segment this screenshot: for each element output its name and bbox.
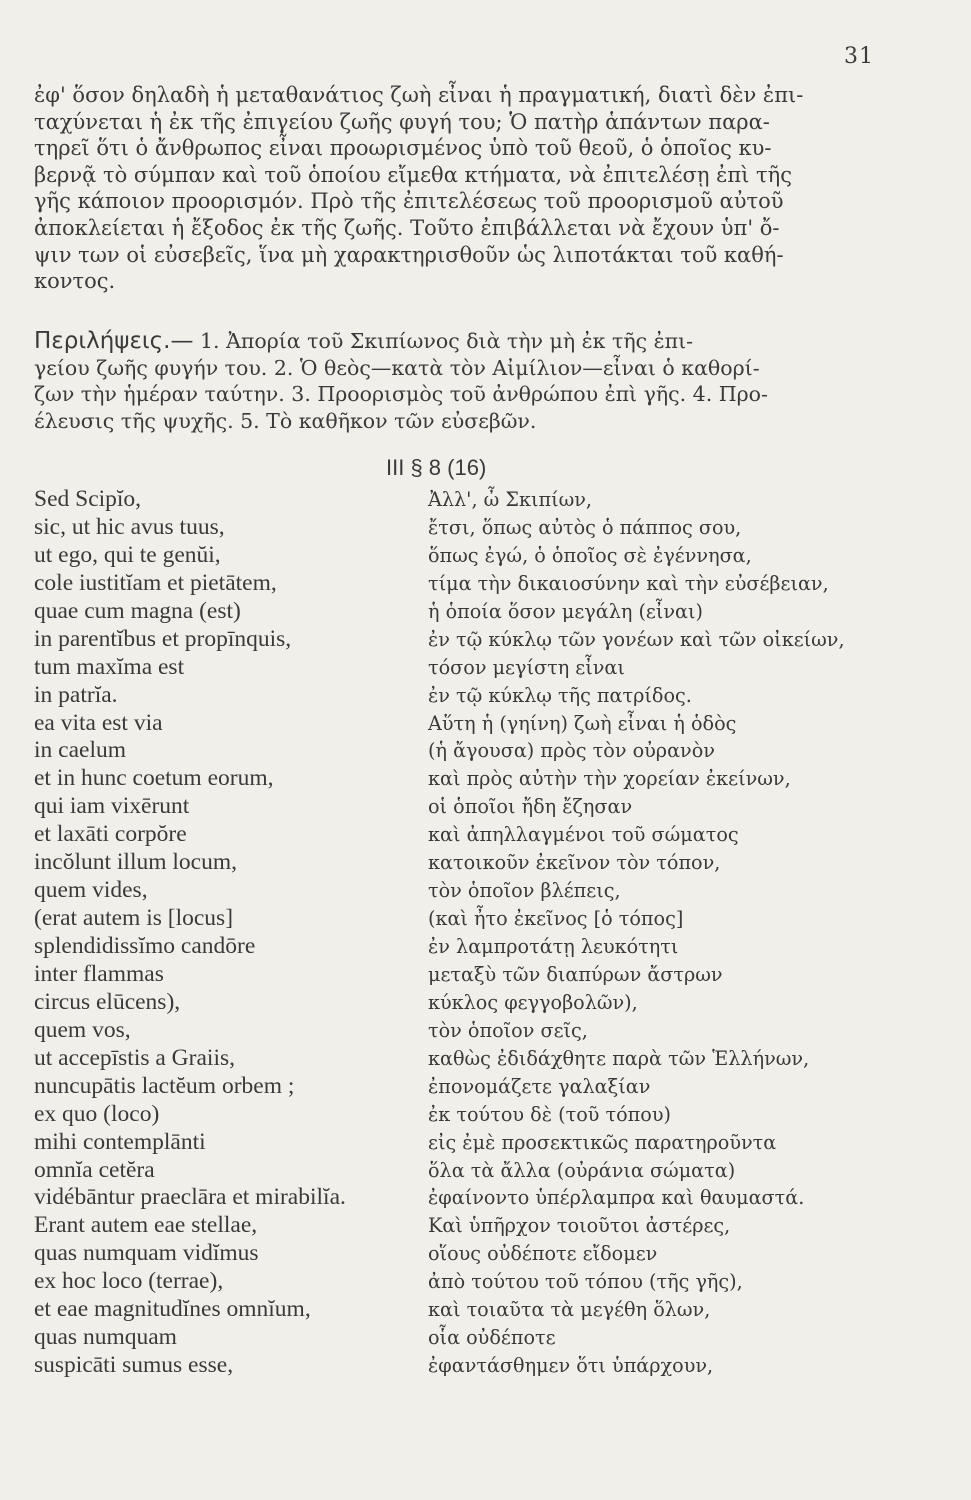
latin-line: cole iustitĭam et pietātem, [34, 569, 277, 596]
latin-line: in patrĭa. [34, 681, 118, 708]
prose-line: βερνᾷ τὸ σύμπαν καὶ τοῦ ὁποίου εἴμεθα κτήματα, νὰ ἐπιτελέσῃ ἐπὶ τῆς [34, 162, 793, 187]
prose-line: ἐφ' ὅσον δηλαδὴ ἡ μεταθανάτιος ζωὴ εἶναι ἡ πραγματική, διατὶ δὲν ἐπι- [34, 83, 804, 107]
latin-line: ut accepīstis a Graiis, [34, 1044, 235, 1071]
latin-line: quas numquam vidĭmus [34, 1240, 259, 1267]
page-number: 31 [844, 44, 874, 69]
greek-line: ὅπως ἐγώ, ὁ ὁποῖος σὲ ἐγέννησα, [428, 543, 752, 567]
greek-line: τὸν ὁποῖον βλέπεις, [428, 879, 621, 903]
summary-line: γείου ζωῆς φυγήν του. 2. Ὁ θεὸς—κατὰ τὸν Αἰμίλιον—εἶναι ὁ καθορί- [34, 355, 760, 380]
greek-line: οἷα οὐδέποτε [428, 1326, 556, 1350]
greek-line: κύκλος φεγγοβολῶν), [428, 990, 638, 1014]
latin-line: quas numquam [34, 1324, 177, 1351]
summary-label: Περιλήψεις.— [34, 328, 194, 354]
latin-line: ex quo (loco) [34, 1100, 160, 1127]
latin-line: ex hoc loco (terrae), [34, 1268, 224, 1295]
latin-line: nuncupātis lactĕum orbem ; [34, 1072, 295, 1099]
latin-line: ut ego, qui te genŭi, [34, 541, 221, 568]
latin-line: inter flammas [34, 960, 164, 987]
latin-line: quem vos, [34, 1016, 131, 1043]
latin-line: incŏlunt illum locum, [34, 849, 237, 876]
greek-line: ὅλα τὰ ἄλλα (οὐράνια σώματα) [428, 1158, 736, 1182]
greek-line: Αὕτη ἡ (γηίνη) ζωὴ εἶναι ἡ ὁδὸς [428, 711, 737, 735]
latin-line: omnĭa cetĕra [34, 1156, 155, 1183]
greek-line: ἐφαίνοντο ὑπέρλαμπρα καὶ θαυμαστά. [428, 1186, 805, 1210]
latin-line: Erant autem eae stellae, [34, 1212, 258, 1239]
commentary-paragraph [34, 82, 910, 295]
greek-line: ἡ ὁποία ὅσον μεγάλη (εἶναι) [428, 599, 704, 623]
greek-line: ἐν τῷ κύκλῳ τῶν γονέων καὶ τῶν οἰκείων, [428, 627, 845, 651]
greek-line: μεταξὺ τῶν διαπύρων ἄστρων [428, 962, 723, 986]
summary-text: 1. Ἀπορία τοῦ Σκιπίωνος διὰ τὴν μὴ ἐκ τῆς ἐπι- [193, 329, 694, 353]
greek-line: κατοικοῦν ἐκεῖνον τὸν τόπον, [428, 851, 721, 875]
greek-line: εἰς ἐμὲ προσεκτικῶς παρατηροῦντα [428, 1130, 777, 1154]
latin-line: in caelum [34, 737, 127, 764]
greek-line: ἐφαντάσθημεν ὅτι ὑπάρχουν, [428, 1354, 714, 1378]
latin-line: qui iam vixērunt [34, 793, 190, 820]
prose-line: τηρεῖ ὅτι ὁ ἄνθρωπος εἶναι προωρισμένος ὑπὸ τοῦ θεοῦ, ὁ ὁποῖος κυ- [34, 136, 772, 161]
greek-line: καθὼς ἐδιδάχθητε παρὰ τῶν Ἑλλήνων, [428, 1046, 810, 1070]
latin-line: vidébāntur praeclāra et mirabilĭa. [34, 1184, 346, 1211]
latin-line: in parentĭbus et propīnquis, [34, 625, 292, 652]
greek-line: καὶ ἀπηλλαγμένοι τοῦ σώματος [428, 823, 739, 847]
greek-line: Ἀλλ', ὦ Σκιπίων, [428, 488, 593, 511]
greek-line: καὶ τοιαῦτα τὰ μεγέθη ὅλων, [428, 1298, 711, 1322]
summary-line: έλευσις τῆς ψυχῆς. 5. Τὸ καθῆκον τῶν εὐσεβῶν. [34, 408, 537, 433]
latin-line: suspicāti sumus esse, [34, 1352, 234, 1379]
greek-line: ἐν τῷ κύκλῳ τῆς πατρίδος. [428, 683, 692, 707]
latin-line: et in hunc coetum eorum, [34, 765, 274, 792]
greek-line: καὶ πρὸς αὐτὴν τὴν χορείαν ἐκείνων, [428, 767, 791, 791]
greek-line: ἔτσι, ὅπως αὐτὸς ὁ πάππος σου, [428, 515, 742, 539]
greek-line: τίμα τὴν δικαιοσύνην καὶ τὴν εὐσέβειαν, [428, 571, 829, 595]
latin-line: (erat autem is [locus] [34, 905, 234, 932]
summary-line: ζων τὴν ἡμέραν ταύτην. 3. Προορισμὸς τοῦ ἀνθρώπου ἐπὶ γῆς. 4. Προ- [34, 382, 768, 406]
greek-line: τὸν ὁποῖον σεῖς, [428, 1018, 588, 1042]
greek-translation-column [428, 486, 845, 1380]
greek-line: ἐκ τούτου δὲ (τοῦ τόπου) [428, 1102, 671, 1126]
greek-line: τόσον μεγίστη εἶναι [428, 655, 625, 679]
latin-column [34, 486, 346, 1380]
greek-line: Καὶ ὑπῆρχον τοιοῦτοι ἀστέρες, [428, 1214, 731, 1238]
latin-line: et laxāti corpŏre [34, 821, 187, 848]
greek-line: οἵους οὐδέποτε εἴδομεν [428, 1242, 658, 1266]
greek-line: οἱ ὁποῖοι ἤδη ἔζησαν [428, 795, 633, 819]
latin-line: ea vita est via [34, 709, 163, 736]
latin-line: sic, ut hic avus tuus, [34, 513, 225, 540]
greek-line: (ἡ ἄγουσα) πρὸς τὸν οὐρανὸν [428, 739, 715, 763]
greek-line: (καὶ ἦτο ἐκεῖνος [ὁ τόπος] [428, 907, 684, 931]
latin-line: mihi contemplānti [34, 1128, 206, 1155]
latin-line: Sed Scipĭo, [34, 486, 142, 512]
latin-line: et eae magnitudĭnes omnĭum, [34, 1296, 311, 1323]
latin-line: quem vides, [34, 877, 148, 904]
latin-line: quae cum magna (est) [34, 597, 241, 624]
prose-line: ἀποκλείεται ἡ ἔξοδος ἐκ τῆς ζωῆς. Τοῦτο ἐπιβάλλεται νὰ ἔχουν ὑπ' ὄ- [34, 215, 780, 240]
prose-line: ψιν των οἱ εὐσεβεῖς, ἵνα μὴ χαρακτηρισθοῦν ὡς λιποτάκται τοῦ καθή- [34, 242, 784, 267]
latin-line: circus elūcens), [34, 988, 181, 1015]
section-heading: III § 8 (16) [386, 455, 487, 480]
prose-line: κοντος. [34, 269, 116, 294]
latin-line: tum maxĭma est [34, 653, 185, 680]
summary-line [34, 328, 914, 355]
summary-paragraph [34, 328, 914, 434]
greek-line: ἀπὸ τούτου τοῦ τόπου (τῆς γῆς), [428, 1270, 743, 1294]
latin-line: splendidissĭmo candōre [34, 933, 256, 959]
greek-line: ἐν λαμπροτάτῃ λευκότητι [428, 935, 679, 958]
prose-line: ταχύνεται ἡ ἐκ τῆς ἐπιγείου ζωῆς φυγή του; Ὁ πατὴρ ἁπάντων παρα- [34, 109, 770, 134]
greek-line: ἐπονομάζετε γαλαξίαν [428, 1074, 651, 1098]
prose-line: γῆς κάποιον προορισμόν. Πρὸ τῆς ἐπιτελέσεως τοῦ προορισμοῦ αὐτοῦ [34, 189, 784, 214]
